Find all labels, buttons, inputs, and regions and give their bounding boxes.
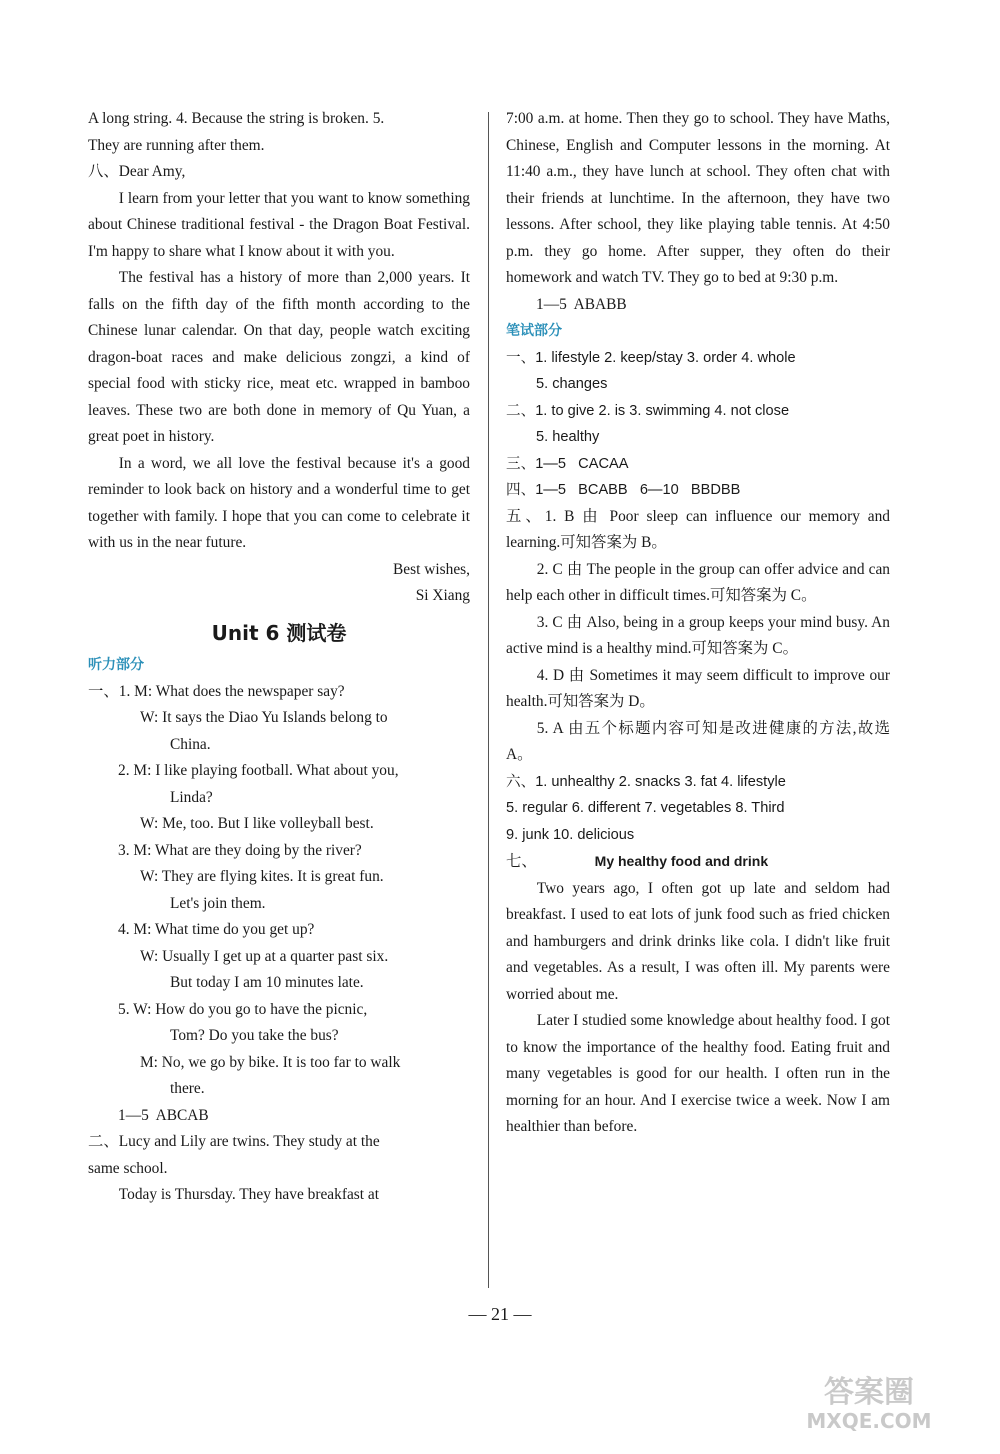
column-divider: [488, 112, 489, 1288]
listening-answer-2: 1—5 ABABB: [536, 295, 627, 313]
letter-closing: Best wishes,: [393, 560, 470, 578]
answers-5-q1: 五、1. B 由 Poor sleep can influence our memory and learning.可知答案为 B。: [506, 507, 890, 551]
dialog-5-w-cont: Tom? Do you take the bus?: [170, 1027, 339, 1044]
answers-6: 六、1. unhealthy 2. snacks 3. fat 4. lifestyle: [506, 773, 786, 790]
letter-paragraph-2: The festival has a history of more than 2,000 years. It falls on the fifth day of the fifth month according to the Chinese lunar calendar. On that day, people watch exciting dragon-boat races and make delicious zongzi, a kind of special food with sticky rice, meat etc. wrapped in bamboo leaves. These two are both done in memory of Qu Yuan, a great poet in history.: [88, 269, 470, 445]
essay-heading: [506, 848, 890, 876]
watermark-logo: [774, 1368, 964, 1434]
dialog-3-w-cont: Let's join them.: [170, 894, 266, 912]
letter-signature: Si Xiang: [415, 587, 470, 604]
answers-2-cont: 5. healthy: [536, 429, 600, 445]
dialog-1-m: 一、1. M: What does the newspaper say?: [88, 682, 345, 700]
dialog-1-w: W: It says the Diao Yu Islands belong to: [140, 709, 388, 726]
dialog-4-w-cont: But today I am 10 minutes late.: [170, 974, 364, 991]
listening-answer-1: 1—5 ABCAB: [118, 1106, 209, 1124]
section-listening: 听力部分: [88, 657, 144, 673]
dialog-2-w: W: Me, too. But I like volleyball best.: [140, 815, 374, 832]
letter-greeting: 八、Dear Amy,: [88, 163, 186, 180]
dialog-3-m: 3. M: What are they doing by the river?: [118, 841, 362, 859]
unit-title: Unit 6 测试卷: [211, 620, 347, 645]
answers-5-q3: 3. C 由 Also, being in a group keeps your mind busy. An active mind is a healthy mind.可知答案为 C。: [506, 613, 890, 657]
left-line-2: They are running after them.: [88, 136, 265, 154]
answers-5-q4: 4. D 由 Sometimes it may seem difficult to improve our health.可知答案为 D。: [506, 666, 890, 710]
answers-4: 四、1—5 BCABB 6—10 BBDBB: [506, 482, 741, 498]
dialog-5-m: M: No, we go by bike. It is too far to walk: [140, 1053, 401, 1071]
dialog-1-w-cont: China.: [170, 735, 211, 753]
essay-paragraph-2: Later I studied some knowledge about healthy food. I got to know the importance of the healthy food. Eating fruit and many vegetables is good for our health. I often run in the morning for an hour. And I exercise twice a week. Now I am healthier than before.: [506, 1012, 890, 1135]
dialog-2-m-cont: Linda?: [170, 788, 213, 806]
section-2-line-2: same school.: [88, 1159, 168, 1177]
section-2-line-3: Today is Thursday. They have breakfast at: [118, 1186, 379, 1203]
answers-1: 一、1. lifestyle 2. keep/stay 3. order 4. whole: [506, 349, 796, 366]
dialog-2-m: 2. M: I like playing football. What about you,: [118, 762, 399, 779]
page-number: — 21 —: [468, 1304, 532, 1324]
answers-2: 二、1. to give 2. is 3. swimming 4. not close: [506, 402, 790, 419]
answers-6-cont-2: 9. junk 10. delicious: [506, 826, 635, 843]
section-2-line-1: 二、Lucy and Lily are twins. They study at the: [88, 1133, 380, 1150]
left-column: [88, 106, 470, 1209]
left-line-1: A long string. 4. Because the string is broken. 5.: [88, 110, 385, 127]
watermark-bottom: MXQE.COM: [806, 1409, 932, 1433]
essay-paragraph-1: Two years ago, I often got up late and seldom had breakfast. I used to eat lots of junk food such as fried chicken and hamburgers and drink drinks like cola. I didn't like fruit and vegetables. As a result, I was often ill. My parents were worried about me.: [506, 879, 890, 1003]
answers-3: 三、1—5 CACAA: [506, 455, 629, 472]
section-written: 笔试部分: [506, 323, 562, 339]
dialog-4-w: W: Usually I get up at a quarter past six.: [140, 947, 389, 965]
passage-continued: 7:00 a.m. at home. Then they go to school. They have Maths, Chinese, English and Computer lessons in the morning. At 11:40 a.m., they have lunch at school. They often chat with their friends at lunchtime. In the afternoon, they have two lessons. After school, they like playing table tennis. At 4:50 p.m. they go home. After supper, they often do their homework and watch TV. They go to bed at 9:30 p.m.: [506, 110, 890, 286]
answers-5-q2: 2. C 由 The people in the group can offer advice and can help each other in difficult times.可知答案为 C。: [506, 560, 890, 604]
watermark-top: 答案圈: [824, 1375, 914, 1410]
right-column: [506, 106, 890, 1141]
answers-5-q5: 5. A 由五个标题内容可知是改进健康的方法,故选 A。: [506, 719, 890, 763]
section-7-label: 七、: [506, 853, 537, 870]
answers-6-cont: 5. regular 6. different 7. vegetables 8. Third: [506, 800, 785, 816]
essay-title: My healthy food and drink: [594, 853, 769, 869]
dialog-3-w: W: They are flying kites. It is great fun.: [140, 868, 384, 885]
dialog-5-m-cont: there.: [170, 1080, 205, 1097]
answers-1-cont: 5. changes: [536, 376, 608, 392]
dialog-5-w: 5. W: How do you go to have the picnic,: [118, 1000, 368, 1018]
dialog-4-m: 4. M: What time do you get up?: [118, 921, 315, 938]
letter-paragraph-3: In a word, we all love the festival because it's a good reminder to look back on history and a wonderful time to get together with family. I hope that you can come to celebrate it with us in the near future.: [88, 454, 470, 551]
letter-paragraph-1: I learn from your letter that you want to know something about Chinese traditional festival - the Dragon Boat Festival. I'm happy to share what I know about it with you.: [88, 189, 470, 260]
